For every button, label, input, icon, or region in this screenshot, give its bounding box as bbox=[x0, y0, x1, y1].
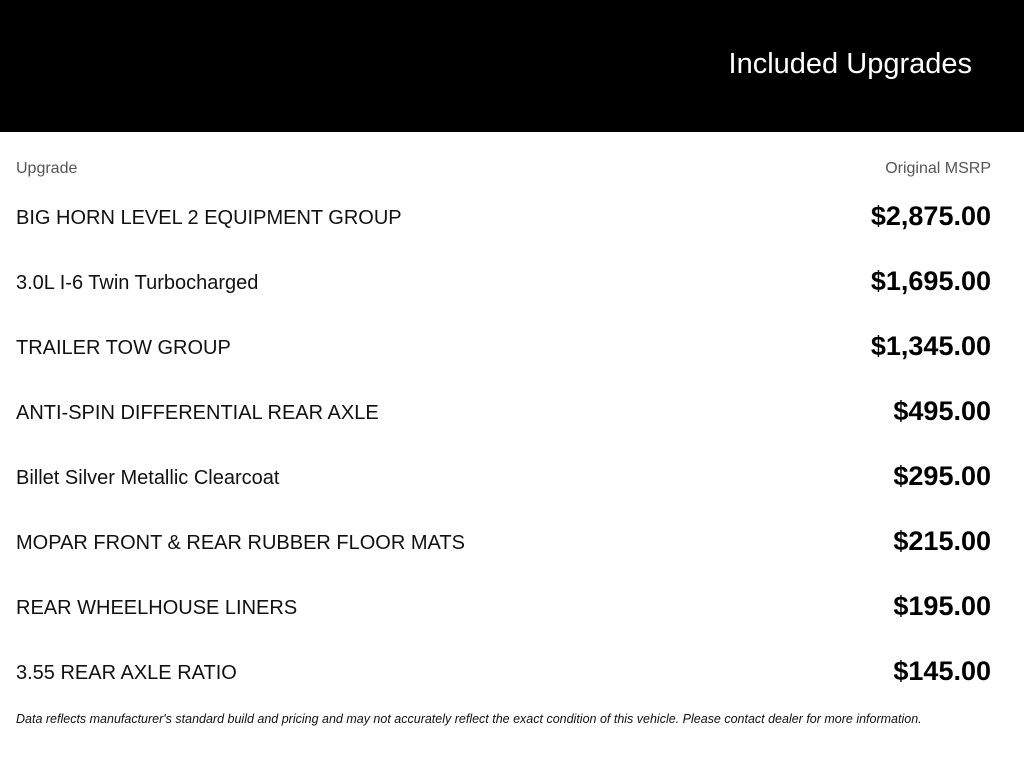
list-item bbox=[16, 455, 991, 520]
page-header bbox=[0, 0, 1024, 132]
upgrade-name: 3.0L I-6 Twin Turbocharged bbox=[16, 272, 259, 294]
list-item bbox=[16, 390, 991, 455]
upgrade-name: TRAILER TOW GROUP bbox=[16, 337, 231, 359]
page-title: Included Upgrades bbox=[728, 48, 972, 80]
upgrade-price: $495.00 bbox=[893, 396, 991, 426]
upgrade-name: ANTI-SPIN DIFFERENTIAL REAR AXLE bbox=[16, 402, 379, 424]
upgrade-name: REAR WHEELHOUSE LINERS bbox=[16, 597, 298, 619]
list-item bbox=[16, 520, 991, 585]
upgrade-price: $2,875.00 bbox=[870, 201, 991, 231]
msrp-column-header: Original MSRP bbox=[885, 160, 991, 177]
upgrade-column-header: Upgrade bbox=[16, 160, 78, 177]
upgrades-list bbox=[16, 195, 991, 715]
upgrade-name: BIG HORN LEVEL 2 EQUIPMENT GROUP bbox=[16, 207, 402, 229]
disclaimer-text: Data reflects manufacturer's standard build and pricing and may not accurately reflect the exact condition of this vehicle. Please contact dealer for more information. bbox=[16, 712, 922, 726]
upgrade-price: $145.00 bbox=[893, 656, 991, 686]
list-item bbox=[16, 585, 991, 650]
upgrade-name: MOPAR FRONT & REAR RUBBER FLOOR MATS bbox=[16, 532, 465, 554]
list-item bbox=[16, 650, 991, 715]
upgrade-price: $195.00 bbox=[893, 591, 991, 621]
column-headers bbox=[16, 160, 991, 180]
upgrade-price: $215.00 bbox=[893, 526, 991, 556]
upgrade-name: 3.55 REAR AXLE RATIO bbox=[16, 662, 237, 684]
upgrade-price: $1,695.00 bbox=[870, 266, 991, 296]
upgrade-price: $1,345.00 bbox=[870, 331, 991, 361]
upgrade-price: $295.00 bbox=[893, 461, 991, 491]
upgrade-name: Billet Silver Metallic Clearcoat bbox=[16, 467, 280, 489]
list-item bbox=[16, 195, 991, 260]
list-item bbox=[16, 325, 991, 390]
list-item bbox=[16, 260, 991, 325]
